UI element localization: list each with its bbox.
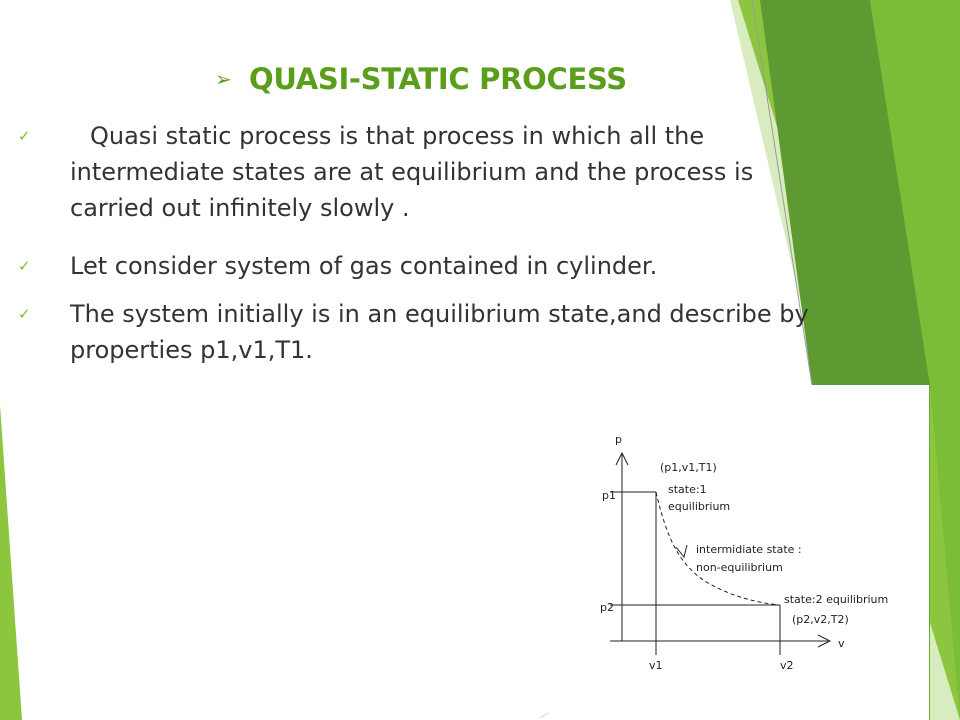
non-equilibrium-label: non-equilibrium bbox=[696, 561, 783, 574]
p1-label: p1 bbox=[602, 489, 616, 502]
pv-diagram bbox=[548, 385, 929, 720]
slide-title bbox=[215, 62, 627, 96]
bullet-text: Quasi static process is that process in which all the intermediate states are at equilibrium and the process is carried out infinitely slowly . bbox=[70, 122, 754, 222]
state1-label: state:1 bbox=[668, 483, 707, 496]
slide-title-text: QUASI-STATIC PROCESS bbox=[249, 62, 627, 96]
bullet-text: The system initially is in an equilibrium state,and describe by properties p1,v1,T1. bbox=[70, 300, 809, 364]
process-direction-arrow bbox=[676, 545, 687, 557]
state1-equilibrium-label: equilibrium bbox=[668, 500, 731, 513]
state2-label: state:2 equilibrium bbox=[784, 593, 889, 606]
state1-properties: (p1,v1,T1) bbox=[660, 461, 717, 474]
y-axis-label: p bbox=[615, 433, 622, 446]
bullet-item bbox=[18, 248, 830, 284]
bullet-item bbox=[18, 118, 830, 226]
p2-label: p2 bbox=[600, 601, 614, 614]
v2-label: v2 bbox=[780, 659, 794, 672]
check-icon: ✓ bbox=[18, 305, 31, 323]
v1-label: v1 bbox=[649, 659, 663, 672]
bullet-item bbox=[18, 296, 830, 368]
intermediate-state-label: intermidiate state : bbox=[696, 543, 802, 556]
check-icon: ✓ bbox=[18, 127, 31, 145]
arrow-bullet-icon: ➢ bbox=[215, 67, 232, 91]
x-axis-label: v bbox=[838, 637, 845, 650]
check-icon: ✓ bbox=[18, 257, 31, 275]
bullet-text: Let consider system of gas contained in cylinder. bbox=[70, 252, 658, 280]
state2-properties: (p2,v2,T2) bbox=[792, 613, 849, 626]
pv-diagram-panel bbox=[548, 385, 929, 720]
